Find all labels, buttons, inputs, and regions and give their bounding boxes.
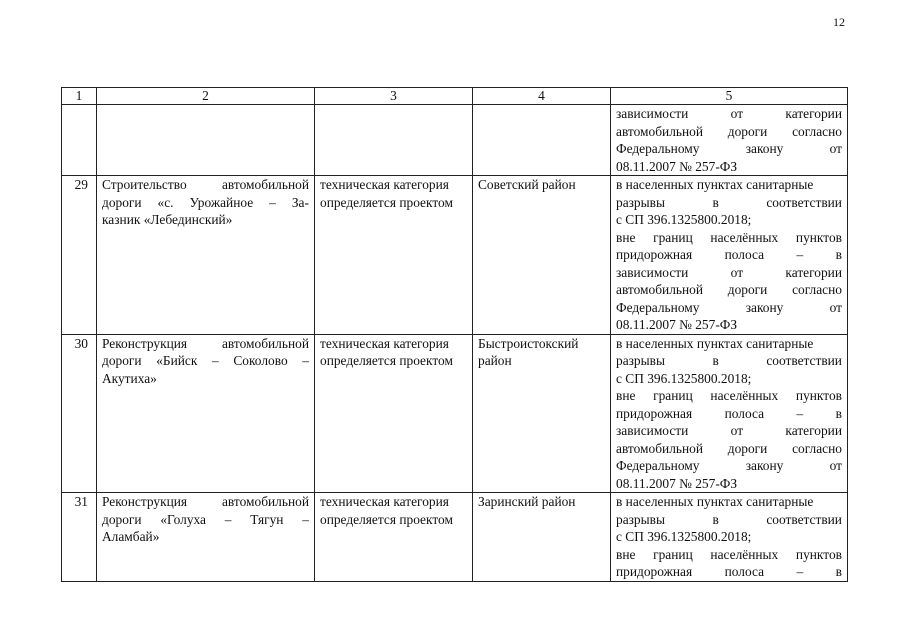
word: категории: [785, 423, 842, 438]
word: закону: [745, 458, 784, 473]
word: соответствии: [766, 194, 842, 210]
zone-requirements: [611, 334, 848, 493]
word: Федеральному: [616, 458, 700, 473]
word: в: [835, 247, 842, 262]
zone-requirements: [611, 176, 848, 335]
word: Реконструкция: [102, 335, 188, 351]
word: в: [835, 564, 842, 579]
district: Советский район: [473, 176, 611, 335]
continuation-district: [473, 105, 611, 176]
word: зависимости: [616, 264, 689, 280]
word: зависимости: [616, 106, 689, 121]
text-line: с СП 396.1325800.2018;: [616, 370, 752, 386]
text-line: [102, 511, 309, 529]
word: в: [835, 405, 842, 421]
word: согласно: [792, 123, 842, 139]
word: населённых: [710, 229, 779, 245]
word: дороги: [102, 353, 142, 368]
word: автомобильной: [221, 335, 309, 351]
word: «Бийск: [156, 353, 198, 368]
text-line: [616, 440, 842, 458]
text-line: [616, 511, 842, 529]
word: пунктов: [795, 229, 842, 245]
word: разрывы: [616, 353, 665, 368]
category-text: техническая категория определяется проектом: [320, 494, 453, 527]
word: придорожная: [616, 405, 693, 421]
word: автомобильной: [616, 282, 704, 297]
table-row: [62, 493, 848, 582]
word: Тягун: [250, 511, 284, 527]
word: Урожайное: [189, 194, 254, 210]
word: «Голуха: [160, 511, 206, 527]
continuation-row: [62, 105, 848, 176]
word: Федеральному: [616, 299, 700, 315]
text-line: [616, 422, 842, 440]
header-col-1: 1: [62, 88, 97, 105]
word: автомобильной: [616, 123, 704, 139]
text-line: в населенных пунктах санитарные: [616, 335, 814, 351]
text-line: с СП 396.1325800.2018;: [616, 212, 752, 227]
word: Соколово: [233, 353, 288, 368]
text-line: [616, 123, 842, 141]
word: –: [224, 511, 232, 527]
word: вне: [616, 229, 636, 245]
page-number: 12: [833, 15, 845, 29]
word: зависимости: [616, 423, 689, 438]
word: дороги: [727, 282, 768, 297]
text-line: [616, 229, 842, 247]
word: закону: [745, 299, 784, 315]
text-line: [102, 352, 309, 370]
word: населённых: [710, 546, 779, 562]
word: от: [730, 106, 744, 121]
word: Реконструкция: [102, 494, 188, 509]
text-line: казник «Лебединский»: [102, 212, 233, 227]
word: границ: [653, 546, 693, 562]
word: пунктов: [795, 388, 842, 403]
text-line: [616, 246, 842, 264]
table-row: [62, 176, 848, 335]
word: дороги: [727, 440, 768, 456]
text-line: [616, 352, 842, 370]
district: Быстроистокский район: [473, 334, 611, 493]
object-category: [315, 176, 473, 335]
row-number: 30: [62, 334, 97, 493]
text-line: 08.11.2007 № 257-ФЗ: [616, 158, 738, 174]
word: –: [302, 511, 309, 527]
word: автомобильной: [221, 177, 309, 192]
word: Федеральному: [616, 141, 700, 156]
word: дороги: [727, 123, 768, 139]
word: дороги: [102, 194, 142, 210]
text-line: 08.11.2007 № 257-ФЗ: [616, 317, 738, 332]
word: от: [730, 423, 744, 438]
header-col-2: 2: [97, 88, 315, 105]
text-line: в населенных пунктах санитарные: [616, 494, 814, 509]
text-line: [616, 264, 842, 282]
row-number: 31: [62, 493, 97, 582]
object-name: [97, 334, 315, 493]
text-line: [102, 176, 309, 194]
word: в: [712, 511, 719, 527]
word: разрывы: [616, 511, 665, 527]
word: –: [212, 353, 219, 368]
continuation-name: [97, 105, 315, 176]
word: –: [302, 353, 309, 368]
word: категории: [785, 264, 842, 280]
word: полоса: [724, 405, 765, 421]
word: автомобильной: [221, 494, 309, 509]
text-line: с СП 396.1325800.2018;: [616, 529, 752, 544]
object-category: [315, 493, 473, 582]
continuation-category: [315, 105, 473, 176]
text-line: [616, 140, 842, 158]
word: «с.: [157, 194, 174, 210]
text-line: Акутиха»: [102, 370, 157, 386]
word: автомобильной: [616, 440, 704, 456]
continuation-num: [62, 105, 97, 176]
table-row: [62, 334, 848, 493]
category-text: техническая категория определяется проектом: [320, 335, 453, 368]
text-line: [616, 387, 842, 405]
object-name: [97, 176, 315, 335]
text-line: [102, 194, 309, 212]
category-text: техническая категория определяется проектом: [320, 177, 453, 210]
word: полоса: [724, 247, 765, 262]
word: За-: [291, 194, 309, 210]
word: –: [796, 405, 804, 421]
header-col-3: 3: [315, 88, 473, 105]
word: –: [796, 247, 804, 262]
word: вне: [616, 546, 636, 562]
text-line: [616, 105, 842, 123]
word: населённых: [710, 388, 779, 403]
header-col-4: 4: [473, 88, 611, 105]
text-line: [102, 493, 309, 511]
text-line: 08.11.2007 № 257-ФЗ: [616, 475, 738, 491]
object-category: [315, 334, 473, 493]
text-line: [616, 405, 842, 423]
word: в: [712, 353, 719, 368]
word: от: [829, 141, 842, 156]
district: Заринский район: [473, 493, 611, 582]
word: –: [269, 194, 276, 210]
word: дороги: [102, 511, 142, 527]
zone-requirements: [611, 493, 848, 582]
header-col-5: 5: [611, 88, 848, 105]
word: закону: [745, 141, 784, 156]
word: разрывы: [616, 194, 665, 210]
word: пунктов: [795, 546, 842, 562]
word: от: [829, 458, 842, 473]
word: соответствии: [766, 353, 842, 368]
object-name: [97, 493, 315, 582]
word: границ: [653, 229, 693, 245]
text-line: [616, 563, 842, 581]
road-objects-table: [61, 87, 848, 582]
header-row: [62, 88, 848, 105]
text-line: [616, 194, 842, 212]
word: границ: [653, 388, 693, 403]
text-line: Аламбай»: [102, 529, 160, 544]
word: придорожная: [616, 247, 693, 262]
word: –: [796, 564, 804, 579]
word: согласно: [792, 282, 842, 297]
text-line: [616, 281, 842, 299]
word: вне: [616, 388, 636, 403]
word: от: [829, 299, 842, 315]
word: придорожная: [616, 564, 693, 579]
word: Строительство: [102, 177, 187, 192]
row-number: 29: [62, 176, 97, 335]
word: от: [730, 264, 744, 280]
word: категории: [785, 106, 842, 121]
text-line: [102, 335, 309, 353]
word: полоса: [724, 564, 765, 579]
text-line: [616, 299, 842, 317]
word: соответствии: [766, 511, 842, 527]
word: в: [712, 194, 719, 210]
text-line: [616, 457, 842, 475]
text-line: в населенных пунктах санитарные: [616, 177, 814, 192]
continuation-requirements: [611, 105, 848, 176]
text-line: [616, 546, 842, 564]
word: согласно: [792, 440, 842, 456]
